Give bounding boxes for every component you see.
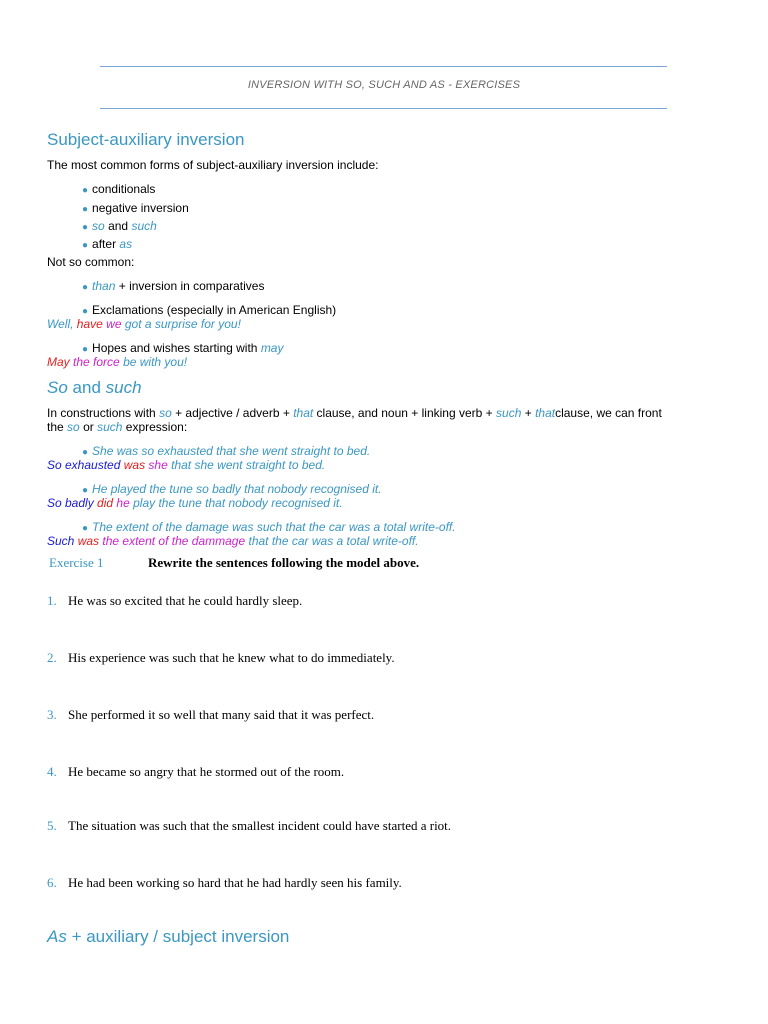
question-text: She performed it so well that many said that it was perfect. bbox=[68, 707, 375, 722]
list-item-hopes: ● Hopes and wishes starting with may bbox=[82, 341, 284, 355]
list-item-after-as: ● after as bbox=[82, 237, 133, 251]
list-item-than: ● than + inversion in comparatives bbox=[82, 279, 265, 293]
section-heading-as-inversion: As + auxiliary / subject inversion bbox=[47, 927, 290, 946]
question-text: He became so angry that he stormed out of the room. bbox=[68, 764, 345, 779]
example-inverted-3: Such was the extent of the dammage that the car was a total write-off. bbox=[47, 534, 419, 548]
section1-intro: The most common forms of subject-auxiliary inversion include: bbox=[47, 158, 379, 172]
example-original-1: ● She was so exhausted that she went straight to bed. bbox=[82, 444, 371, 458]
question-number: 6. bbox=[47, 875, 57, 890]
bullet-icon: ● bbox=[82, 447, 89, 458]
section2-paragraph-line1: In constructions with so + adjective / adverb + that clause, and noun + linking verb + such + thatclause, we can front bbox=[47, 406, 662, 420]
question-text: He was so excited that he could hardly sleep. bbox=[68, 593, 303, 608]
question-number: 3. bbox=[47, 707, 57, 722]
bullet-icon: ● bbox=[82, 240, 89, 251]
example-inverted-1: So exhausted was she that she went straight to bed. bbox=[47, 458, 326, 472]
question-number: 5. bbox=[47, 818, 57, 833]
header-rule-bottom bbox=[100, 108, 667, 109]
section-heading-subject-auxiliary: Subject-auxiliary inversion bbox=[47, 130, 245, 149]
example-inverted-2: So badly did he play the tune that nobody recognised it. bbox=[47, 496, 343, 510]
document-title: INVERSION WITH SO, SUCH AND AS - EXERCISES bbox=[247, 79, 521, 91]
bullet-icon: ● bbox=[82, 204, 89, 215]
list-item-negative-inversion: ● negative inversion bbox=[82, 201, 189, 215]
bullet-icon: ● bbox=[82, 485, 89, 496]
exercise-label: Exercise 1 bbox=[49, 555, 104, 570]
not-so-common-label: Not so common: bbox=[47, 255, 135, 269]
question-text: His experience was such that he knew what to do immediately. bbox=[68, 650, 395, 665]
bullet-icon: ● bbox=[82, 185, 89, 196]
bullet-icon: ● bbox=[82, 282, 89, 293]
list-item-so-and-such: ● so and such bbox=[82, 219, 157, 233]
bullet-icon: ● bbox=[82, 222, 89, 233]
hopes-example: May the force be with you! bbox=[47, 355, 188, 369]
exercise-instruction: Rewrite the sentences following the model above. bbox=[148, 555, 420, 570]
question-number: 4. bbox=[47, 764, 57, 779]
exclamation-example: Well, have we got a surprise for you! bbox=[47, 317, 241, 331]
section-heading-so-and-such: So and such bbox=[47, 378, 142, 397]
question-number: 2. bbox=[47, 650, 57, 665]
question-text: The situation was such that the smallest incident could have started a riot. bbox=[68, 818, 452, 833]
list-item-conditionals: ● conditionals bbox=[82, 182, 156, 196]
question-text: He had been working so hard that he had hardly seen his family. bbox=[68, 875, 402, 890]
bullet-icon: ● bbox=[82, 344, 89, 355]
header-rule-top bbox=[100, 66, 667, 67]
example-original-2: ● He played the tune so badly that nobody recognised it. bbox=[82, 482, 382, 496]
question-number: 1. bbox=[47, 593, 57, 608]
section2-paragraph-line2: the so or such expression: bbox=[47, 420, 188, 434]
bullet-icon: ● bbox=[82, 523, 89, 534]
example-original-3: ● The extent of the damage was such that the car was a total write-off. bbox=[82, 520, 456, 534]
list-item-exclamations: ● Exclamations (especially in American English) bbox=[82, 303, 337, 317]
bullet-icon: ● bbox=[82, 306, 89, 317]
